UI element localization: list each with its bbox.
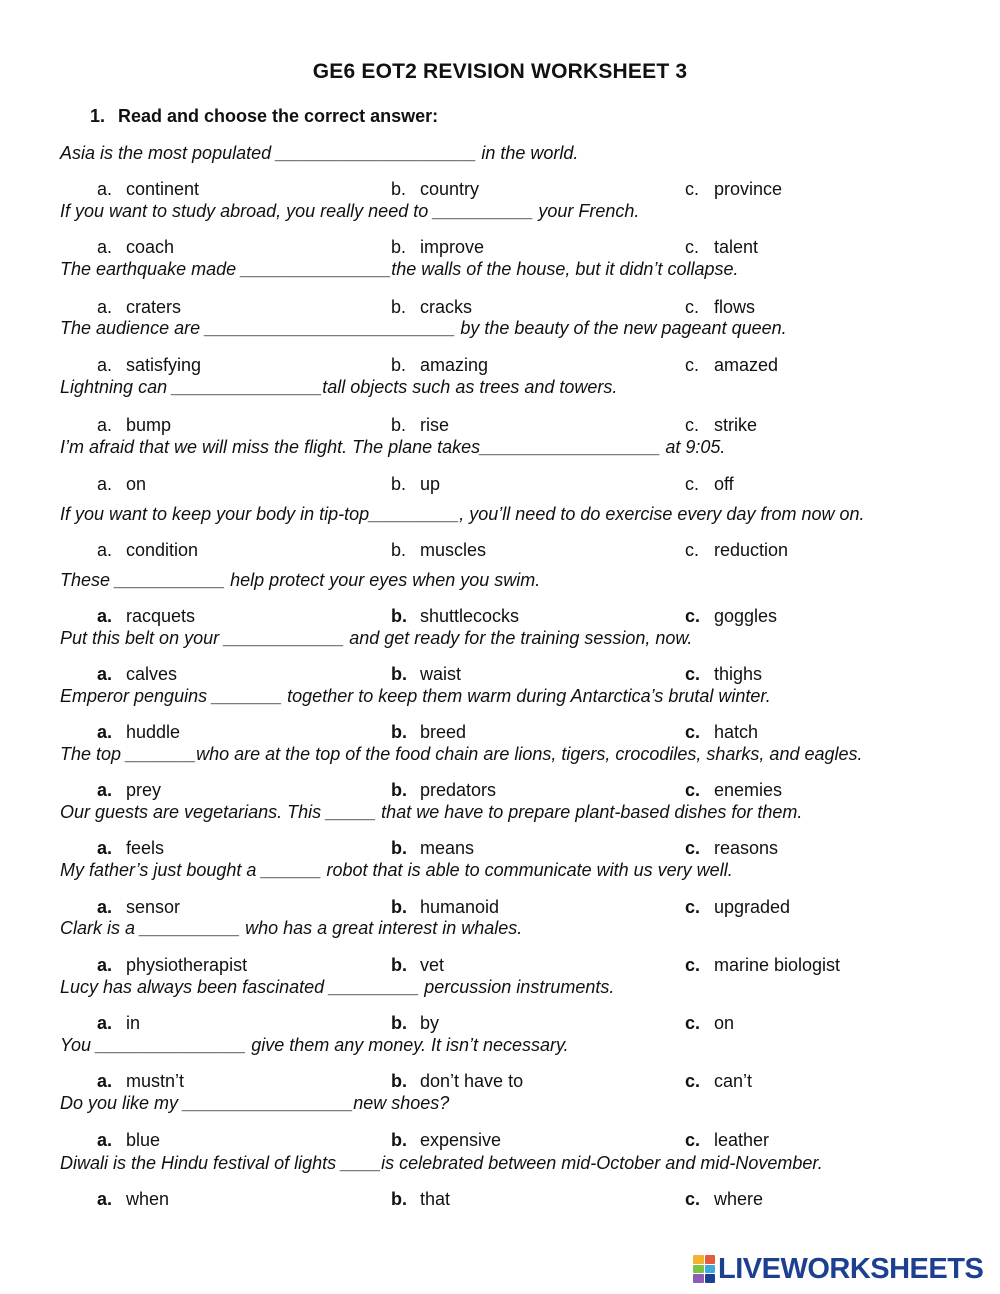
answer-option-c[interactable] bbox=[685, 1071, 752, 1092]
answer-option-a[interactable] bbox=[97, 955, 247, 976]
answer-option-a[interactable] bbox=[97, 297, 181, 318]
answer-options bbox=[0, 780, 1000, 804]
option-letter: b. bbox=[391, 237, 407, 257]
option-text: where bbox=[714, 1189, 764, 1209]
answer-option-a[interactable] bbox=[97, 1189, 169, 1210]
answer-option-a[interactable] bbox=[97, 664, 177, 685]
option-letter: b. bbox=[391, 355, 407, 375]
question-text: The audience are _________________________ by the beauty of the new pageant queen. bbox=[60, 318, 787, 338]
option-letter: c. bbox=[685, 1013, 701, 1033]
answer-option-c[interactable] bbox=[685, 955, 840, 976]
option-text: by bbox=[420, 1013, 440, 1033]
option-letter: c. bbox=[685, 179, 700, 199]
answer-option-a[interactable] bbox=[97, 780, 161, 801]
option-text: rise bbox=[420, 415, 450, 435]
question-text: The earthquake made _______________the walls of the house, but it didn’t collapse. bbox=[60, 259, 739, 279]
option-text: province bbox=[714, 179, 783, 199]
option-text: leather bbox=[714, 1130, 770, 1150]
option-text: feels bbox=[126, 838, 165, 858]
answer-option-b[interactable] bbox=[391, 415, 449, 436]
answer-option-b[interactable] bbox=[391, 780, 496, 801]
logo-tile bbox=[705, 1255, 716, 1264]
answer-option-c[interactable] bbox=[685, 897, 790, 918]
answer-option-c[interactable] bbox=[685, 664, 762, 685]
answer-option-b[interactable] bbox=[391, 606, 519, 627]
answer-option-b[interactable] bbox=[391, 355, 488, 376]
answer-option-b[interactable] bbox=[391, 474, 440, 495]
option-letter: a. bbox=[97, 355, 113, 375]
answer-option-b[interactable] bbox=[391, 297, 472, 318]
option-letter: b. bbox=[391, 415, 407, 435]
answer-option-c[interactable] bbox=[685, 179, 782, 200]
answer-option-b[interactable] bbox=[391, 540, 486, 561]
option-letter: b. bbox=[391, 540, 407, 560]
option-letter: c. bbox=[685, 838, 701, 858]
logo-tile bbox=[693, 1265, 704, 1274]
answer-options bbox=[0, 1071, 1000, 1095]
option-letter: a. bbox=[97, 237, 113, 257]
option-text: racquets bbox=[126, 606, 196, 626]
question-text: Clark is a __________ who has a great interest in whales. bbox=[60, 918, 523, 938]
option-letter: b. bbox=[391, 606, 407, 626]
option-text: that bbox=[420, 1189, 451, 1209]
option-text: breed bbox=[420, 722, 467, 742]
option-letter: b. bbox=[391, 955, 407, 975]
answer-options bbox=[0, 722, 1000, 746]
option-letter: a. bbox=[97, 955, 113, 975]
option-text: huddle bbox=[126, 722, 181, 742]
answer-option-c[interactable] bbox=[685, 1130, 769, 1151]
option-text: thighs bbox=[714, 664, 763, 684]
instruction-number: 1. bbox=[90, 106, 106, 126]
answer-options bbox=[0, 540, 1000, 564]
option-letter: c. bbox=[685, 897, 701, 917]
answer-option-a[interactable] bbox=[97, 474, 146, 495]
answer-option-a[interactable] bbox=[97, 1071, 184, 1092]
option-text: prey bbox=[126, 780, 162, 800]
answer-option-b[interactable] bbox=[391, 179, 479, 200]
answer-option-c[interactable] bbox=[685, 606, 777, 627]
option-letter: c. bbox=[685, 606, 701, 626]
answer-option-c[interactable] bbox=[685, 415, 757, 436]
answer-option-a[interactable] bbox=[97, 540, 198, 561]
answer-option-a[interactable] bbox=[97, 415, 171, 436]
option-text: amazing bbox=[420, 355, 489, 375]
answer-option-b[interactable] bbox=[391, 897, 499, 918]
answer-option-a[interactable] bbox=[97, 722, 180, 743]
option-letter: c. bbox=[685, 355, 700, 375]
option-letter: b. bbox=[391, 1130, 407, 1150]
option-text: when bbox=[126, 1189, 170, 1209]
option-letter: c. bbox=[685, 722, 701, 742]
answer-option-b[interactable] bbox=[391, 1013, 439, 1034]
answer-options bbox=[0, 179, 1000, 203]
option-text: upgraded bbox=[714, 897, 791, 917]
option-text: physiotherapist bbox=[126, 955, 248, 975]
answer-option-c[interactable] bbox=[685, 780, 782, 801]
answer-option-c[interactable] bbox=[685, 297, 755, 318]
answer-option-b[interactable] bbox=[391, 838, 474, 859]
option-text: in bbox=[126, 1013, 141, 1033]
option-text: means bbox=[420, 838, 475, 858]
option-letter: a. bbox=[97, 474, 113, 494]
option-text: continent bbox=[126, 179, 200, 199]
option-letter: b. bbox=[391, 838, 407, 858]
option-letter: a. bbox=[97, 540, 113, 560]
option-letter: a. bbox=[97, 780, 113, 800]
logo-tile bbox=[705, 1265, 716, 1274]
option-letter: c. bbox=[685, 664, 701, 684]
option-text: bump bbox=[126, 415, 172, 435]
answer-option-b[interactable] bbox=[391, 722, 466, 743]
answer-option-a[interactable] bbox=[97, 179, 199, 200]
question-text: Do you like my _________________new shoes? bbox=[60, 1093, 450, 1113]
answer-option-c[interactable] bbox=[685, 474, 734, 495]
answer-option-b[interactable] bbox=[391, 1130, 501, 1151]
answer-options bbox=[0, 1189, 1000, 1213]
option-letter: b. bbox=[391, 297, 407, 317]
option-letter: a. bbox=[97, 838, 113, 858]
option-text: on bbox=[126, 474, 147, 494]
option-text: humanoid bbox=[420, 897, 500, 917]
option-text: can’t bbox=[714, 1071, 753, 1091]
question-text: Our guests are vegetarians. This _____ that we have to prepare plant-based dishes for them. bbox=[60, 802, 803, 822]
option-letter: c. bbox=[685, 540, 700, 560]
logo-tile bbox=[705, 1274, 716, 1283]
option-text: reduction bbox=[714, 540, 789, 560]
option-letter: b. bbox=[391, 664, 407, 684]
option-letter: b. bbox=[391, 1071, 407, 1091]
instruction-text: Read and choose the correct answer: bbox=[118, 106, 439, 126]
answer-option-a[interactable] bbox=[97, 237, 174, 258]
option-letter: a. bbox=[97, 1189, 113, 1209]
question-text: The top _______who are at the top of the food chain are lions, tigers, crocodiles, sharks, and eagles. bbox=[60, 744, 863, 764]
liveworksheets-logo-icon bbox=[693, 1255, 715, 1283]
answer-option-b[interactable] bbox=[391, 955, 444, 976]
option-text: coach bbox=[126, 237, 175, 257]
answer-options bbox=[0, 355, 1000, 379]
question-text: I’m afraid that we will miss the flight. The plane takes__________________ at 9:05. bbox=[60, 437, 726, 457]
answer-options bbox=[0, 838, 1000, 862]
answer-options bbox=[0, 237, 1000, 261]
option-letter: a. bbox=[97, 722, 113, 742]
option-text: on bbox=[714, 1013, 735, 1033]
instruction bbox=[90, 106, 438, 127]
option-letter: b. bbox=[391, 1013, 407, 1033]
answer-option-a[interactable] bbox=[97, 355, 201, 376]
option-letter: b. bbox=[391, 897, 407, 917]
answer-options bbox=[0, 474, 1000, 498]
option-text: shuttlecocks bbox=[420, 606, 520, 626]
option-letter: c. bbox=[685, 1130, 701, 1150]
option-text: don’t have to bbox=[420, 1071, 524, 1091]
option-text: flows bbox=[714, 297, 756, 317]
answer-option-a[interactable] bbox=[97, 1130, 160, 1151]
question-text: Lucy has always been fascinated _________ percussion instruments. bbox=[60, 977, 615, 997]
liveworksheets-logo bbox=[693, 1254, 983, 1284]
question-text: Asia is the most populated ____________________ in the world. bbox=[60, 143, 579, 163]
option-letter: b. bbox=[391, 780, 407, 800]
option-letter: c. bbox=[685, 1189, 701, 1209]
option-text: craters bbox=[126, 297, 182, 317]
option-letter: c. bbox=[685, 1071, 701, 1091]
option-text: up bbox=[420, 474, 441, 494]
answer-option-b[interactable] bbox=[391, 1071, 523, 1092]
question-text: Lightning can _______________tall objects such as trees and towers. bbox=[60, 377, 618, 397]
option-letter: c. bbox=[685, 237, 700, 257]
option-text: muscles bbox=[420, 540, 487, 560]
option-letter: a. bbox=[97, 897, 113, 917]
question-text: Emperor penguins _______ together to keep them warm during Antarctica’s brutal winter. bbox=[60, 686, 771, 706]
answer-options bbox=[0, 606, 1000, 630]
option-letter: a. bbox=[97, 1071, 113, 1091]
option-text: amazed bbox=[714, 355, 779, 375]
option-text: country bbox=[420, 179, 480, 199]
option-text: cracks bbox=[420, 297, 473, 317]
option-letter: b. bbox=[391, 179, 407, 199]
answer-option-b[interactable] bbox=[391, 664, 461, 685]
answer-option-b[interactable] bbox=[391, 237, 484, 258]
option-letter: b. bbox=[391, 722, 407, 742]
option-letter: c. bbox=[685, 415, 700, 435]
option-text: waist bbox=[420, 664, 462, 684]
option-letter: b. bbox=[391, 474, 407, 494]
answer-options bbox=[0, 415, 1000, 439]
option-letter: a. bbox=[97, 664, 113, 684]
answer-option-b[interactable] bbox=[391, 1189, 450, 1210]
option-text: marine biologist bbox=[714, 955, 841, 975]
option-letter: a. bbox=[97, 1130, 113, 1150]
question-text: If you want to keep your body in tip-top_________, you’ll need to do exercise every day from now on. bbox=[60, 504, 865, 524]
answer-option-a[interactable] bbox=[97, 838, 164, 859]
option-text: sensor bbox=[126, 897, 181, 917]
option-letter: c. bbox=[685, 780, 701, 800]
option-text: reasons bbox=[714, 838, 779, 858]
option-text: improve bbox=[420, 237, 485, 257]
option-text: off bbox=[714, 474, 734, 494]
answer-option-a[interactable] bbox=[97, 606, 195, 627]
option-letter: a. bbox=[97, 179, 113, 199]
option-text: mustn’t bbox=[126, 1071, 185, 1091]
logo-tile bbox=[693, 1255, 704, 1264]
question-text: Diwali is the Hindu festival of lights ____is celebrated between mid-October and mid-November. bbox=[60, 1153, 823, 1173]
answer-options bbox=[0, 1130, 1000, 1154]
option-letter: a. bbox=[97, 1013, 113, 1033]
option-text: blue bbox=[126, 1130, 161, 1150]
option-letter: a. bbox=[97, 415, 113, 435]
answer-option-c[interactable] bbox=[685, 355, 778, 376]
question-text: Put this belt on your ____________ and get ready for the training session, now. bbox=[60, 628, 693, 648]
option-text: predators bbox=[420, 780, 497, 800]
question-text: You _______________ give them any money. It isn’t necessary. bbox=[60, 1035, 569, 1055]
option-text: talent bbox=[714, 237, 759, 257]
option-text: expensive bbox=[420, 1130, 502, 1150]
answer-option-c[interactable] bbox=[685, 237, 758, 258]
answer-options bbox=[0, 955, 1000, 979]
answer-options bbox=[0, 1013, 1000, 1037]
answer-option-c[interactable] bbox=[685, 1013, 734, 1034]
option-text: vet bbox=[420, 955, 445, 975]
answer-option-c[interactable] bbox=[685, 838, 778, 859]
option-letter: c. bbox=[685, 297, 700, 317]
answer-option-c[interactable] bbox=[685, 1189, 763, 1210]
option-letter: a. bbox=[97, 606, 113, 626]
option-text: condition bbox=[126, 540, 199, 560]
question-text: If you want to study abroad, you really need to __________ your French. bbox=[60, 201, 640, 221]
liveworksheets-logo-text: LIVEWORKSHEETS bbox=[718, 1253, 984, 1285]
option-letter: b. bbox=[391, 1189, 407, 1209]
logo-tile bbox=[693, 1274, 704, 1283]
option-text: goggles bbox=[714, 606, 778, 626]
answer-option-c[interactable] bbox=[685, 540, 788, 561]
option-text: satisfying bbox=[126, 355, 202, 375]
answer-options bbox=[0, 664, 1000, 688]
option-letter: c. bbox=[685, 955, 701, 975]
question-text: These ___________ help protect your eyes when you swim. bbox=[60, 570, 541, 590]
answer-option-a[interactable] bbox=[97, 1013, 140, 1034]
option-letter: a. bbox=[97, 297, 113, 317]
answer-option-c[interactable] bbox=[685, 722, 758, 743]
option-text: strike bbox=[714, 415, 758, 435]
answer-option-a[interactable] bbox=[97, 897, 180, 918]
worksheet-title: GE6 EOT2 REVISION WORKSHEET 3 bbox=[312, 60, 688, 83]
option-text: enemies bbox=[714, 780, 783, 800]
option-letter: c. bbox=[685, 474, 700, 494]
option-text: hatch bbox=[714, 722, 759, 742]
option-text: calves bbox=[126, 664, 178, 684]
question-text: My father’s just bought a ______ robot that is able to communicate with us very well. bbox=[60, 860, 733, 880]
